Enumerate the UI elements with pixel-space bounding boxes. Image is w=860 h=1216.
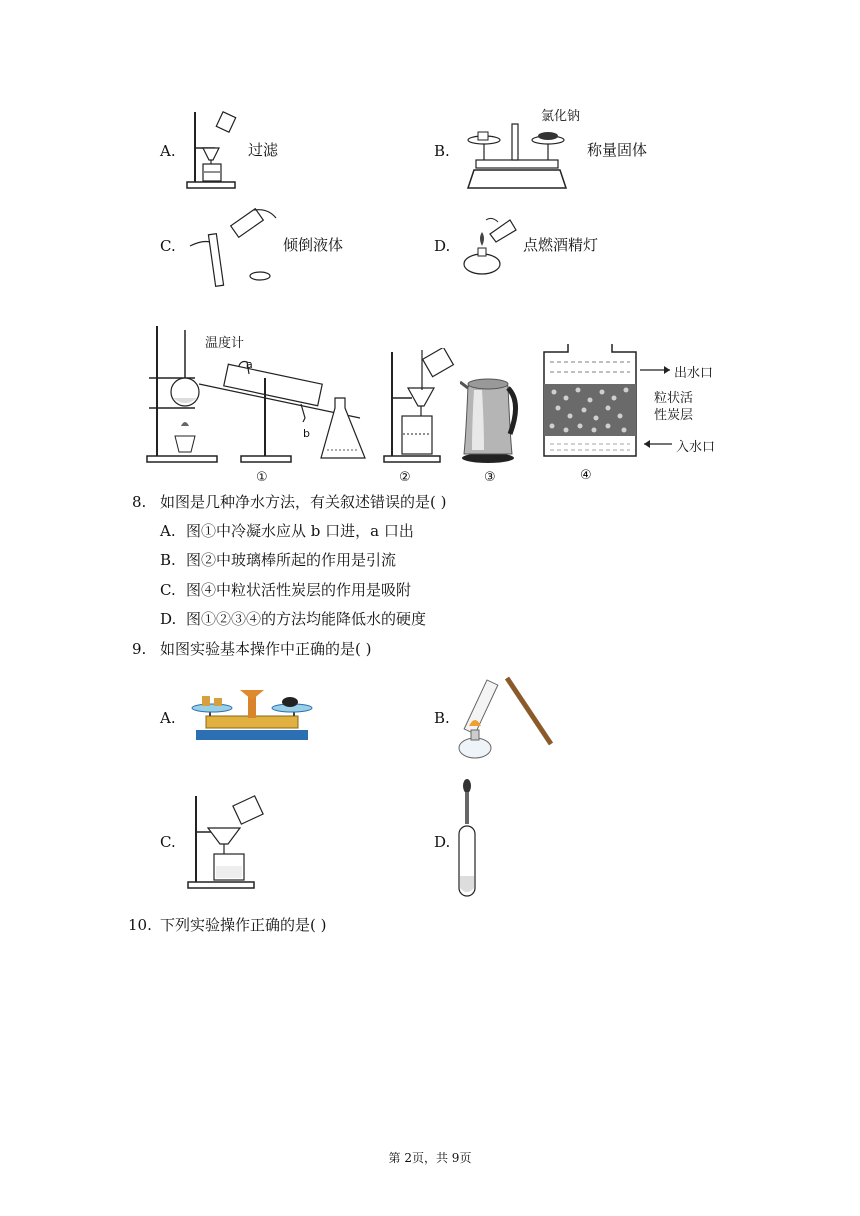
question-number: 9.	[132, 640, 147, 658]
heating-test-tube-figure	[455, 670, 555, 770]
figure-label-1: ①	[256, 470, 268, 485]
balance-figure	[462, 120, 572, 192]
activated-carbon-filter-figure	[540, 342, 640, 460]
alcohol-lamp-figure	[458, 214, 520, 276]
colored-balance-figure	[190, 686, 314, 744]
option-letter: D.	[434, 237, 451, 255]
outlet-label: 出水口	[674, 366, 714, 381]
figure-label-2: ②	[399, 470, 411, 485]
question-stem: 下列实验操作正确的是( )	[160, 916, 327, 934]
option-letter: D.	[160, 610, 177, 628]
option-letter: A.	[160, 709, 176, 727]
option-text: 图④中粒状活性炭层的作用是吸附	[186, 581, 412, 599]
page-number: 第 2页，共 9页	[388, 1151, 472, 1165]
option-letter: B.	[160, 551, 176, 569]
filtration-operation-figure	[186, 792, 270, 892]
option-letter: B.	[434, 142, 450, 160]
inlet-b-label: b	[303, 427, 310, 440]
option-letter: C.	[160, 833, 176, 851]
option-text: 称量固体	[587, 141, 648, 159]
carbon-layer-label-1: 粒状活	[654, 391, 694, 406]
figure-label-4: ④	[580, 468, 592, 483]
option-letter: D.	[434, 833, 451, 851]
option-letter: B.	[434, 709, 450, 727]
distillation-apparatus-figure	[145, 322, 375, 472]
option-letter: C.	[160, 237, 176, 255]
filtration-apparatus-figure	[382, 348, 460, 466]
option-text: 图②中玻璃棒所起的作用是引流	[186, 551, 397, 569]
option-text: 图①中冷凝水应从 b 口进，a 口出	[186, 522, 414, 540]
sodium-chloride-label: 氯化钠	[541, 109, 581, 124]
question-stem: 如图实验基本操作中正确的是( )	[160, 640, 372, 658]
page-footer	[0, 1149, 860, 1166]
option-text: 点燃酒精灯	[523, 236, 599, 254]
carbon-layer-label-2: 性炭层	[654, 408, 694, 423]
dropper-test-tube-figure	[455, 778, 479, 902]
question-number: 8.	[132, 493, 147, 511]
option-letter: A.	[160, 522, 176, 540]
filtration-figure	[185, 108, 240, 190]
inlet-a-label: a	[246, 358, 253, 371]
option-letter: A.	[160, 142, 176, 160]
pouring-liquid-figure	[188, 206, 280, 290]
option-text: 图①②③④的方法均能降低水的硬度	[186, 610, 427, 628]
figure-label-3: ③	[484, 470, 496, 485]
question-number: 10.	[128, 916, 152, 934]
option-text: 倾倒液体	[283, 236, 344, 254]
option-letter: C.	[160, 581, 176, 599]
option-text: 过滤	[248, 141, 279, 159]
thermometer-label: 温度计	[205, 336, 245, 351]
electric-kettle-figure	[460, 374, 520, 464]
inlet-label: 入水口	[676, 440, 716, 455]
question-stem: 如图是几种净水方法，有关叙述错误的是( )	[160, 493, 447, 511]
